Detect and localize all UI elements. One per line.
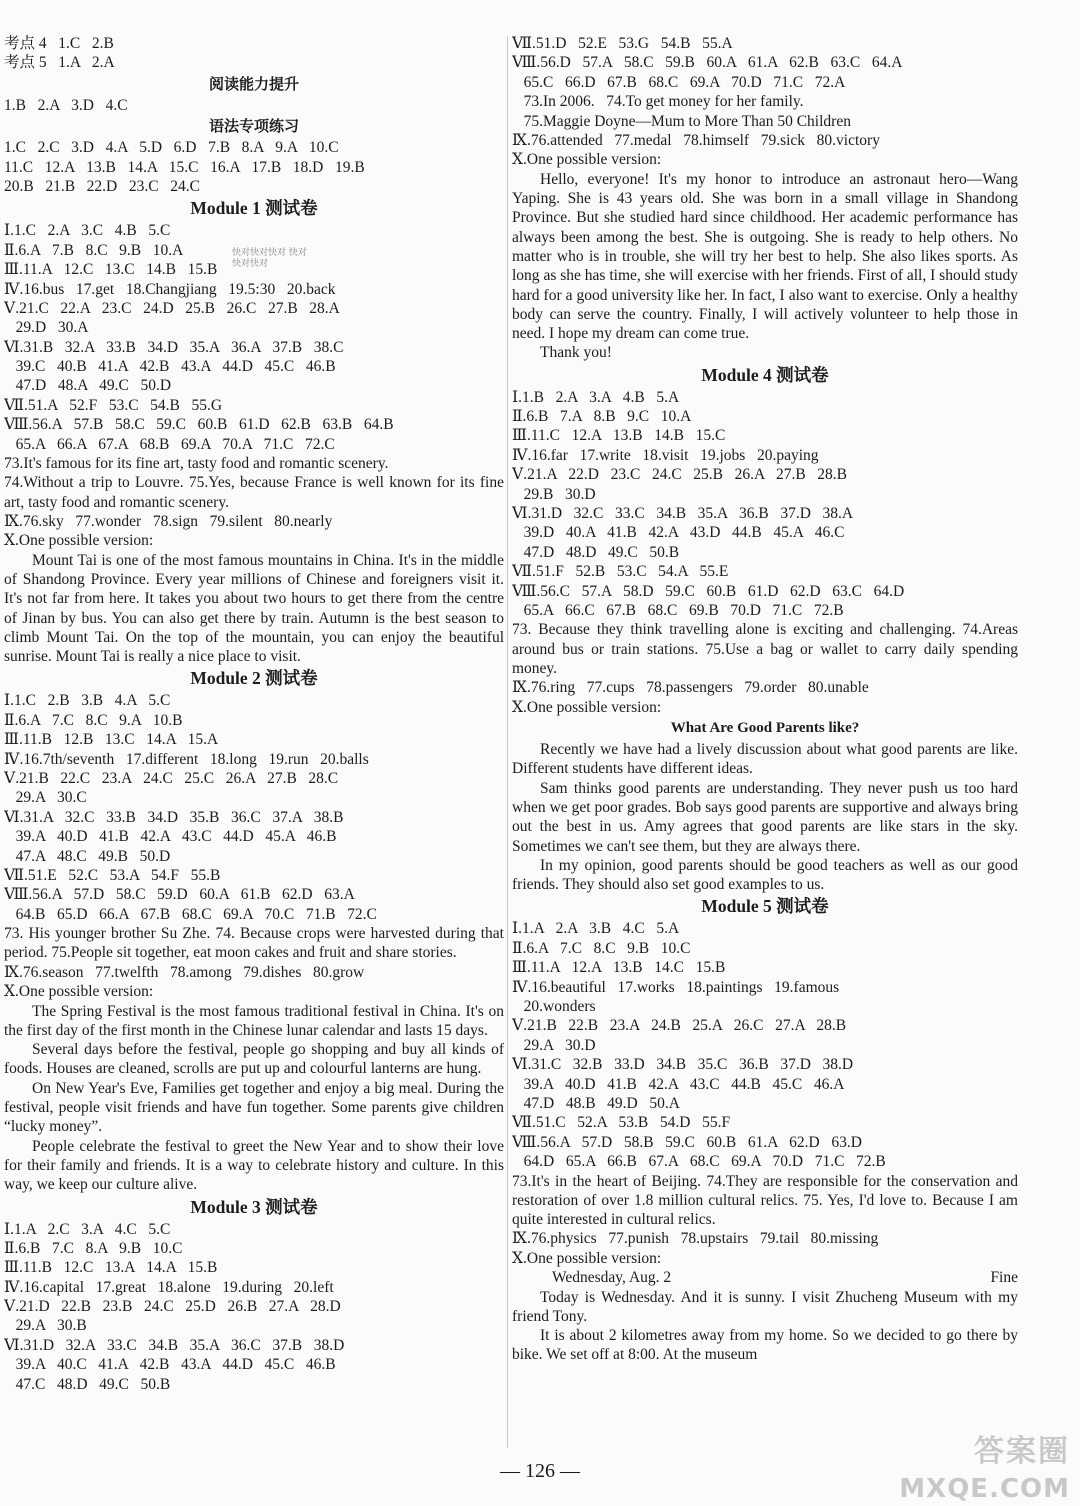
grammar-heading: 语法专项练习 xyxy=(208,117,299,136)
watermark-logo-url: MXQE.COM xyxy=(899,1474,1070,1504)
essay-paragraph: People celebrate the festival to greet the New Year and to show their love for their family and friends. It is a way to celebrate history and culture. In this way, we keep our culture alive. xyxy=(4,1137,504,1194)
module5-answers xyxy=(512,919,1018,1171)
answer-line: Ⅲ.11.A 12.C 13.C 14.B 15.B xyxy=(4,261,218,279)
page-number: — 126 — xyxy=(500,1460,580,1482)
answer-line: Ⅷ.56.C 57.A 58.D 59.C 60.B 61.D 62.D 63.C 64.D xyxy=(512,582,905,600)
module4-heading: Module 4 测试卷 xyxy=(701,364,829,385)
answer-line: 65.A 66.C 67.B 68.C 69.B 70.D 71.C 72.B xyxy=(512,602,844,619)
answer-line: Ⅲ.11.A 12.A 13.B 14.C 15.B xyxy=(512,959,726,977)
module2-essay xyxy=(4,1002,504,1195)
module3-heading: Module 3 测试卷 xyxy=(190,1196,318,1217)
answer-line: Ⅶ.51.D 52.E 53.G 54.B 55.A xyxy=(512,35,733,52)
answer-line: Ⅷ.56.A 57.D 58.B 59.C 60.B 61.A 62.D 63.D xyxy=(512,1133,862,1151)
essay-paragraph: In my opinion, good parents should be good teachers as well as our good friends. They should also set good examples to us. xyxy=(512,856,1018,894)
module4-section-ix: Ⅸ.76.ring 77.cups 78.passengers 79.order 80.unable xyxy=(512,679,869,697)
essay-paragraph: Several days before the festival, people go shopping and buy all kinds of foods. Houses are cleaned, scrolls are put up and colourful lanterns are hung. xyxy=(4,1041,504,1078)
answer-line: 29.A 30.B xyxy=(4,1317,87,1335)
answer-line: Ⅱ.6.A 7.C 8.C 9.A 10.B xyxy=(4,711,183,729)
diary-weather: Fine xyxy=(990,1269,1018,1287)
module3-answers xyxy=(4,1220,504,1395)
answer-line: Ⅰ.1.A 2.C 3.A 4.C 5.C xyxy=(4,1220,171,1238)
essay-paragraph: Recently we have had a lively discussion about what good parents are like. Different students have different ideas. xyxy=(512,741,1018,778)
answer-line: 47.D 48.D 49.C 50.B xyxy=(512,543,680,561)
answer-line: Ⅷ.56.D 57.A 58.C 59.B 60.A 61.A 62.B 63.C 64.A xyxy=(512,54,903,72)
answer-line: Ⅵ.31.B 32.A 33.B 34.D 35.A 36.A 37.B 38.C xyxy=(4,338,344,356)
answer-line: Ⅴ.21.C 22.A 23.C 24.D 25.B 26.C 27.B 28.A xyxy=(4,299,340,317)
short-answer: 73.It's in the heart of Beijing. 74.They are responsible for the conservation and restoration of over 1.8 million cultural relics. 75. Yes, I'd love to. Because I am quite interested in cultural relics. xyxy=(512,1172,1018,1229)
answer-line: 29.B 30.D xyxy=(512,485,596,503)
answer-line: Ⅳ.16.7th/seventh 17.different 18.long 19.run 20.balls xyxy=(4,750,369,768)
module5-heading: Module 5 测试卷 xyxy=(701,896,829,917)
answer-line: Ⅲ.11.C 12.A 13.B 14.B 15.C xyxy=(512,427,726,445)
answer-line: 11.C 12.A 13.B 14.A 15.C 16.A 17.B 18.D 19.B xyxy=(4,158,365,176)
module5-essay xyxy=(512,1288,1018,1365)
answer-line: Ⅳ.16.bus 17.get 18.Changjiang 19.5:30 20.back xyxy=(4,280,336,298)
watermark-logo xyxy=(892,1426,1074,1504)
essay-paragraph: On New Year's Eve, Families get together and enjoy a big meal. During the festival, people visit friends and have fun together. Some parents give children “lucky money”. xyxy=(4,1079,504,1136)
module2-section-x: Ⅹ.One possible version: xyxy=(4,983,154,1001)
module4-essay xyxy=(512,740,1018,894)
answer-line: 64.B 65.D 66.A 67.B 68.C 69.A 70.C 71.B 72.C xyxy=(4,905,377,923)
right-column xyxy=(512,34,1018,1365)
module2-answers xyxy=(4,691,504,924)
essay-paragraph: Today is Wednesday. And it is sunny. I visit Zhucheng Museum with my friend Tony. xyxy=(512,1288,1018,1325)
module3-essay xyxy=(512,170,1018,363)
answer-line: Ⅶ.51.C 52.A 53.B 54.D 55.F xyxy=(512,1114,731,1132)
answer-line: 75.Maggie Doyne—Mum to More Than 50 Children xyxy=(512,112,851,130)
module1-heading: Module 1 测试卷 xyxy=(190,198,318,219)
answer-line: Ⅵ.31.C 32.B 33.D 34.B 35.C 36.B 37.D 38.D xyxy=(512,1056,854,1074)
essay-paragraph: The Spring Festival is the most famous traditional festival in China. It's on the first day of the first month in the Chinese lunar calendar and lasts 15 days. xyxy=(4,1002,504,1039)
module5-short-answers xyxy=(512,1172,1018,1230)
answer-line: 考点 4 1.C 2.B xyxy=(4,35,114,52)
column-divider xyxy=(507,36,508,1448)
answer-line: 47.D 48.A 49.C 50.D xyxy=(4,377,172,395)
answer-line: 1.C 2.C 3.D 4.A 5.D 6.D 7.B 8.A 9.A 10.C xyxy=(4,139,339,157)
essay-paragraph: Thank you! xyxy=(540,344,612,362)
module1-section-ix: Ⅸ.76.sky 77.wonder 78.sign 79.silent 80.nearly xyxy=(4,512,333,530)
answer-line: 考点 5 1.A 2.A xyxy=(4,54,115,72)
short-answer: 73. Because they think travelling alone is exciting and challenging. 74.Areas around bus or train stations. 75.Use a bag or wallet to carry daily spending money. xyxy=(512,621,1018,677)
answer-line: 47.C 48.D 49.C 50.B xyxy=(4,1375,171,1393)
answer-line: Ⅳ.16.far 17.write 18.visit 19.jobs 20.paying xyxy=(512,446,819,464)
answer-line: 47.D 48.B 49.D 50.A xyxy=(512,1094,680,1112)
answer-line: 29.A 30.C xyxy=(4,789,87,807)
watermark-logo-cn: 答案圈 xyxy=(974,1434,1070,1469)
answer-line: 65.A 66.A 67.A 68.B 69.A 70.A 71.C 72.C xyxy=(4,435,335,453)
answer-line: 29.D 30.A xyxy=(4,319,89,337)
module1-short-answers xyxy=(4,454,504,512)
quick-answer-stamp: 快对快对快对 快对快对快对 xyxy=(232,248,307,269)
answer-line: Ⅴ.21.A 22.D 23.C 24.C 25.B 26.A 27.B 28.B xyxy=(512,466,848,484)
essay-paragraph: Mount Tai is one of the most famous mountains in China. It's in the middle of Shandong Province. Every year millions of Chinese and foreigners visit it. It's not far from here. It takes you about two hours to get there from the centre of Jinan by bus. You can also get there by train. Autumn is the best season to climb Mount Tai. On the top of the mountain, you can enjoy the beautiful sunrise. Mount Tai is really a nice place to visit. xyxy=(4,551,504,666)
answer-line: Ⅰ.1.B 2.A 3.A 4.B 5.A xyxy=(512,388,680,406)
answer-line: 39.C 40.B 41.A 42.B 43.A 44.D 45.C 46.B xyxy=(4,358,336,376)
answer-line: 39.D 40.A 41.B 42.A 43.D 44.B 45.A 46.C xyxy=(512,524,845,542)
module4-section-x: Ⅹ.One possible version: xyxy=(512,698,662,716)
answer-line: Ⅳ.16.capital 17.great 18.alone 19.during 20.left xyxy=(4,1278,334,1296)
essay-paragraph: It is about 2 kilometres away from my home. So we decided to go there by bike. We set off at 8:00. At the museum xyxy=(512,1327,1018,1364)
left-column xyxy=(4,34,504,1394)
answer-line: Ⅰ.1.A 2.A 3.B 4.C 5.A xyxy=(512,920,680,938)
module2-section-ix: Ⅸ.76.season 77.twelfth 78.among 79.dishes 80.grow xyxy=(4,963,365,981)
answer-line: Ⅶ.51.E 52.C 53.A 54.F 55.B xyxy=(4,867,221,884)
answer-line: Ⅵ.31.A 32.C 33.B 34.D 35.B 36.C 37.A 38.B xyxy=(4,808,344,826)
answer-line: 47.A 48.C 49.B 50.D xyxy=(4,847,171,865)
grammar-answers xyxy=(4,138,504,196)
answer-line: Ⅹ.One possible version: xyxy=(512,151,662,169)
answer-line: Ⅶ.51.F 52.B 53.C 54.A 55.E xyxy=(512,563,729,581)
answer-line: Ⅱ.6.A 7.B 8.C 9.B 10.A xyxy=(4,241,184,259)
answer-line: Ⅴ.21.B 22.B 23.A 24.B 25.A 26.C 27.A 28.B xyxy=(512,1017,847,1035)
short-answer: 74.Without a trip to Louvre. 75.Yes, because France is well known for its fine art, tasty food and romantic scenery. xyxy=(4,474,504,511)
module1-essay xyxy=(4,551,504,667)
essay-paragraph: Sam thinks good parents are understanding. They never push us too hard when we get poor grades. Bob says good parents are supportive and always bring out the best in us. Amy agrees that good parents are like stars in the sky. Sometimes we can't see them, but they are always there. xyxy=(512,779,1018,855)
answer-line: Ⅰ.1.C 2.B 3.B 4.A 5.C xyxy=(4,692,171,710)
answer-line: Ⅱ.6.B 7.C 8.A 9.B 10.C xyxy=(4,1239,183,1257)
answer-line: 65.C 66.D 67.B 68.C 69.A 70.D 71.C 72.A xyxy=(512,73,846,91)
answer-line: Ⅵ.31.D 32.C 33.C 34.B 35.A 36.B 37.D 38.A xyxy=(512,505,854,523)
module5-section-ix: Ⅸ.76.physics 77.punish 78.upstairs 79.tail 80.missing xyxy=(512,1230,879,1248)
answer-line: 39.A 40.C 41.A 42.B 43.A 44.D 45.C 46.B xyxy=(4,1356,336,1374)
diary-header xyxy=(512,1268,1018,1287)
short-answer: 73. His younger brother Su Zhe. 74. Because crops were harvested during that period. 75.People sit together, eat moon cakes and fruit and share stories. xyxy=(4,925,504,962)
answer-line: 29.A 30.D xyxy=(512,1036,596,1054)
reading-heading: 阅读能力提升 xyxy=(208,74,299,93)
answer-line: 20.B 21.B 22.D 23.C 24.C xyxy=(4,177,200,195)
answer-line: Ⅰ.1.C 2.A 3.C 4.B 5.C xyxy=(4,222,171,240)
module5-section-x: Ⅹ.One possible version: xyxy=(512,1249,662,1267)
answer-line: 73.In 2006. 74.To get money for her family. xyxy=(512,93,804,111)
reading-answers: 1.B 2.A 3.D 4.C xyxy=(4,96,128,114)
answer-line: Ⅵ.31.D 32.A 33.C 34.B 35.A 36.C 37.B 38.D xyxy=(4,1336,345,1354)
answer-line: 20.wonders xyxy=(512,998,596,1015)
answer-line: Ⅱ.6.A 7.C 8.C 9.B 10.C xyxy=(512,939,691,957)
answer-line: Ⅴ.21.B 22.C 23.A 24.C 25.C 26.A 27.B 28.C xyxy=(4,770,339,788)
answer-line: Ⅱ.6.B 7.A 8.B 9.C 10.A xyxy=(512,408,692,426)
answer-line: Ⅴ.21.D 22.B 23.B 24.C 25.D 26.B 27.A 28.D xyxy=(4,1298,341,1316)
answer-line: Ⅶ.51.A 52.F 53.C 54.B 55.G xyxy=(4,396,223,414)
answer-line: Ⅷ.56.A 57.D 58.C 59.D 60.A 61.B 62.D 63.A xyxy=(4,886,355,904)
answer-line: Ⅲ.11.B 12.B 13.C 14.A 15.A xyxy=(4,731,219,749)
diary-date: Wednesday, Aug. 2 xyxy=(552,1269,672,1287)
essay-paragraph: Hello, everyone! It's my honor to introduce an astronaut hero—Wang Yaping. She is 43 years old. She was born in a small village in Shandong Province. But she studied hard since childhood. Her academic performance has always been among the best. She is outgoing. She is ready to help others. No matter who is in trouble, she will try her best to help. She also likes sports. As long as she has time, she will exercise with her friends. First of all, I should study hard for a good university like her. In fact, I also want to exercise. Only a healthy body can serve the country. Finally, I will actively volunteer to help those in need. I hope my dream can come true. xyxy=(512,170,1018,343)
module2-short-answers xyxy=(4,924,504,963)
module3-continued-answers xyxy=(512,34,1018,170)
answer-line: Ⅸ.76.attended 77.medal 78.himself 79.sick 80.victory xyxy=(512,131,880,149)
answer-line: Ⅲ.11.B 12.C 13.A 14.A 15.B xyxy=(4,1259,218,1277)
intro-answers xyxy=(4,34,504,73)
module4-essay-title: What Are Good Parents like? xyxy=(670,720,860,737)
module4-short-answers xyxy=(512,620,1018,678)
short-answer: 73.It's famous for its fine art, tasty food and romantic scenery. xyxy=(4,455,389,473)
answer-line: Ⅷ.56.A 57.B 58.C 59.C 60.B 61.D 62.B 63.B 64.B xyxy=(4,416,394,434)
answer-line: 39.A 40.D 41.B 42.A 43.C 44.B 45.C 46.A xyxy=(512,1075,845,1093)
module2-heading: Module 2 测试卷 xyxy=(190,668,318,689)
module4-answers xyxy=(512,388,1018,621)
answer-line: 39.A 40.D 41.B 42.A 43.C 44.D 45.A 46.B xyxy=(4,828,337,846)
module1-section-x: Ⅹ.One possible version: xyxy=(4,532,154,550)
answer-line: Ⅳ.16.beautiful 17.works 18.paintings 19.famous xyxy=(512,978,840,996)
answer-line: 64.D 65.A 66.B 67.A 68.C 69.A 70.D 71.C 72.B xyxy=(512,1153,886,1171)
